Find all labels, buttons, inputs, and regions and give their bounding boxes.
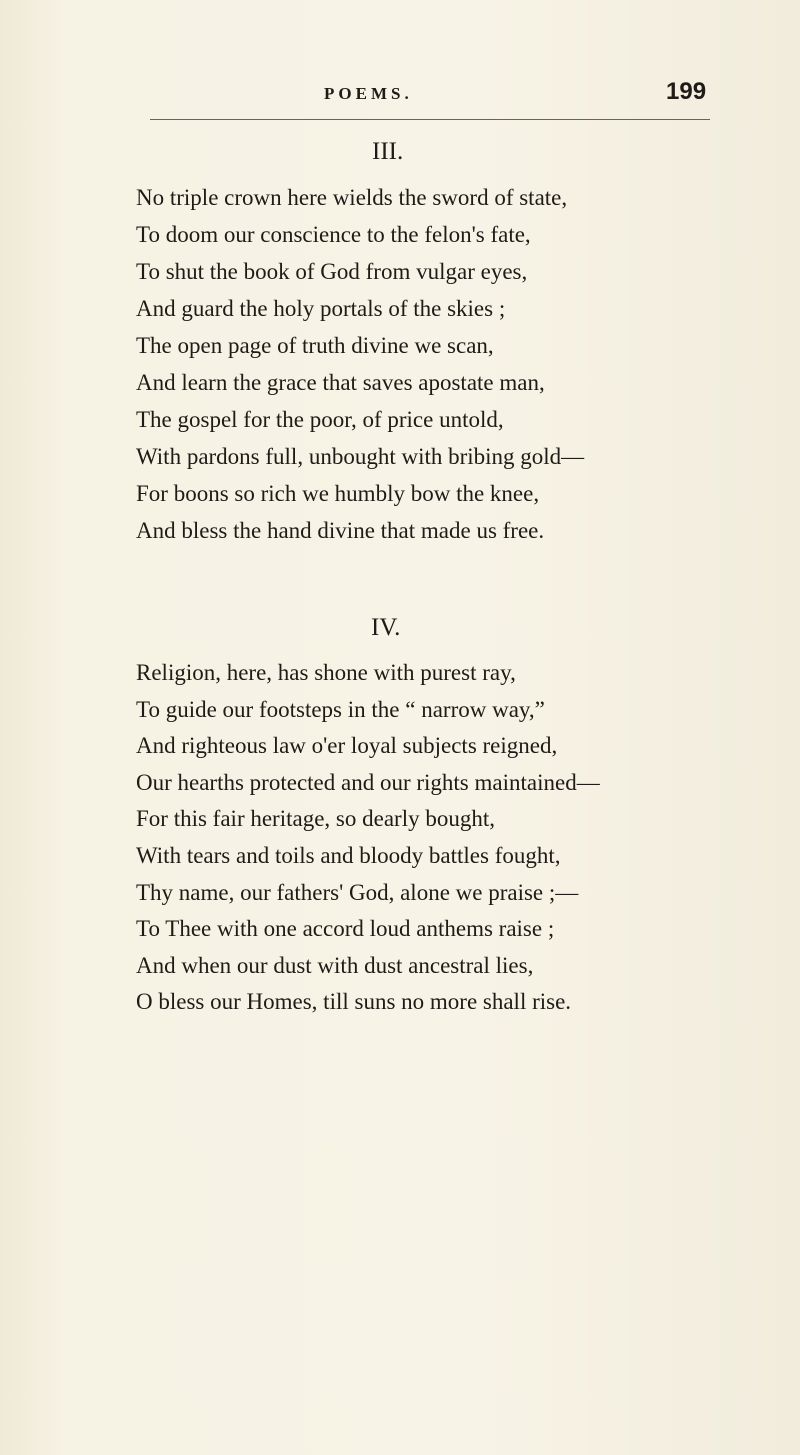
verse-line: Thy name, our fathers' God, alone we praise ;— — [136, 879, 579, 905]
verse-line: The open page of truth divine we scan, — [136, 333, 494, 358]
verse-line: To shut the book of God from vulgar eyes, — [136, 259, 528, 284]
verse-line: And learn the grace that saves apostate man, — [136, 370, 545, 395]
verse-line: To doom our conscience to the felon's fate, — [136, 222, 531, 247]
page-number: 199 — [666, 78, 707, 105]
verse-line: O bless our Homes, till suns no more shall rise. — [136, 989, 572, 1015]
verse-line: And bless the hand divine that made us free. — [136, 518, 545, 543]
running-title: POEMS. — [324, 84, 413, 103]
verse-line: For boons so rich we humbly bow the knee, — [136, 481, 540, 506]
verse-line: And righteous law o'er loyal subjects reigned, — [136, 733, 558, 759]
verse-line: To Thee with one accord loud anthems raise ; — [136, 916, 555, 942]
verse-line: With pardons full, unbought with bribing gold— — [136, 444, 585, 469]
verse-line: The gospel for the poor, of price untold, — [136, 407, 504, 432]
verse-line: With tears and toils and bloody battles fought, — [136, 842, 561, 868]
verse-line: To guide our footsteps in the “ narrow way,” — [136, 696, 545, 722]
stanza-number-iii: III. — [372, 138, 404, 165]
verse-line: And guard the holy portals of the skies ; — [136, 296, 506, 321]
verse-line: And when our dust with dust ancestral lies, — [136, 952, 534, 978]
header-rule — [150, 119, 710, 120]
stanza-iv — [136, 655, 776, 1021]
verse-line: No triple crown here wields the sword of state, — [136, 185, 568, 210]
verse-line: Our hearths protected and our rights maintained— — [136, 769, 600, 795]
running-head — [0, 78, 800, 108]
stanza-number-iv: IV. — [371, 614, 401, 641]
verse-line: For this fair heritage, so dearly bought, — [136, 806, 495, 832]
stanza-iii — [136, 179, 776, 549]
verse-line: Religion, here, has shone with purest ray, — [136, 660, 516, 685]
